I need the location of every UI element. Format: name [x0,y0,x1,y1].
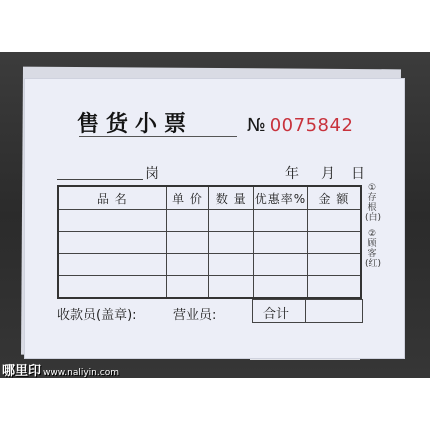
total-label: 合计 [263,307,290,322]
post-label: 岗 [145,166,159,182]
table-cell [58,276,166,299]
post-blank-line [57,179,143,180]
table-row [58,232,361,254]
table-cell [307,232,361,254]
table-cell [254,232,308,254]
watermark-url: www.naliyin.com [43,368,119,378]
table-cell [209,276,254,299]
date-month-label: 月 [321,166,335,182]
serial-digits: 0075842 [269,115,354,136]
column-header-amount: 金 额 [307,186,361,210]
watermark [2,360,119,379]
table-cell [166,210,209,232]
table-row [58,254,361,276]
table-row [58,276,361,299]
items-table [57,185,362,299]
title-underline [79,136,237,137]
table-cell [307,210,361,232]
salesperson-label: 营业员: [173,308,217,323]
table-cell [209,254,254,276]
date-year-label: 年 [285,166,299,182]
table-cell [254,254,308,276]
column-header-quantity: 数 量 [209,186,254,210]
column-header-unit-price: 单 价 [166,186,209,210]
numero-sign: № [247,115,266,136]
total-divider [305,299,306,322]
table-cell [209,232,254,254]
copy-stub-white: ①存根(白) [365,183,382,223]
table-cell [166,232,209,254]
table-cell [307,254,361,276]
table-cell [166,276,209,299]
sales-receipt [24,78,405,359]
table-cell [307,276,361,299]
table-cell [58,232,166,254]
watermark-brand: 哪里印 [2,364,42,379]
table-cell [166,254,209,276]
serial-number [247,115,353,136]
table-header-row [58,186,361,210]
cashier-label: 收款员(盖章): [57,308,137,323]
table-row [58,210,361,232]
table-cell [58,210,166,232]
column-header-discount-rate: 优惠率% [254,186,308,210]
column-header-item-name: 品 名 [58,186,166,210]
copy-distribution-note [365,183,382,275]
table-cell [58,254,166,276]
table-cell [254,210,308,232]
table-cell [209,210,254,232]
table-cell [254,276,308,299]
receipt-title: 售货小票 [77,111,194,137]
date-day-label: 日 [351,166,365,182]
copy-customer-red: ②顾客(红) [365,229,382,269]
